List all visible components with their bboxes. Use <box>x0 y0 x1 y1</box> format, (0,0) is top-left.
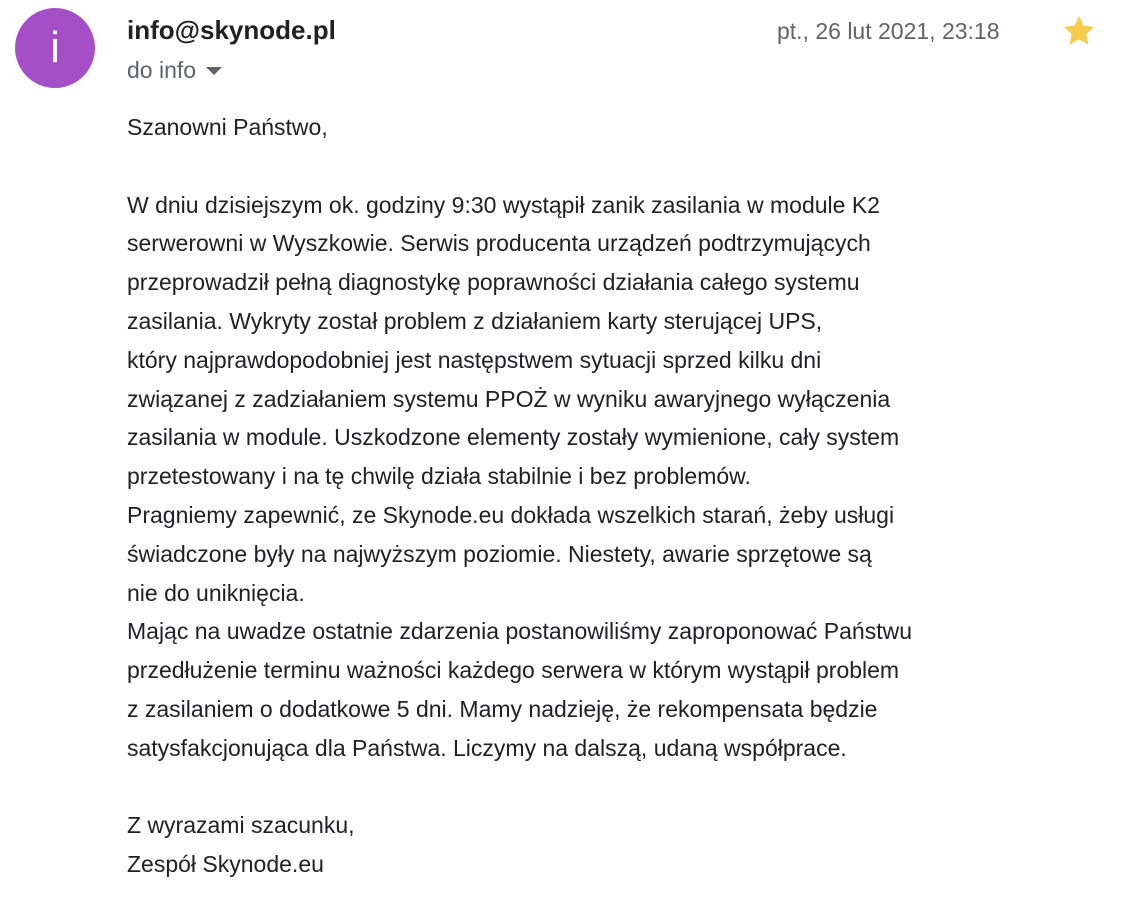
message-body <box>127 108 1087 884</box>
body-line: W dniu dzisiejszym ok. godziny 9:30 wystąpił zanik zasilania w module K2 <box>127 191 880 218</box>
body-line: związanej z zadziałaniem systemu PPOŻ w wyniku awaryjnego wyłączenia <box>127 385 891 412</box>
body-line: który najprawdopodobniej jest następstwem sytuacji sprzed kilku dni <box>127 346 822 373</box>
greeting: Szanowni Państwo, <box>127 114 328 140</box>
sender-avatar[interactable]: i <box>15 8 95 88</box>
body-line: Pragniemy zapewnić, ze Skynode.eu dokłada wszelkich starań, żeby usługi <box>127 501 895 528</box>
body-line: Mając na uwadze ostatnie zdarzenia postanowiliśmy zaproponować Państwu <box>127 618 912 645</box>
chevron-down-icon[interactable] <box>206 67 222 75</box>
body-line: świadczone były na najwyższym poziomie. Niestety, awarie sprzętowe są <box>127 540 872 567</box>
signature: Zespół Skynode.eu <box>127 851 324 878</box>
body-line: satysfakcjonująca dla Państwa. Liczymy na dalszą, udaną współprace. <box>127 734 847 761</box>
recipient-details-toggle[interactable] <box>127 55 222 85</box>
body-line: serwerowni w Wyszkowie. Serwis producenta urządzeń podtrzymujących <box>127 230 871 257</box>
body-line: przeprowadził pełną diagnostykę poprawności działania całego systemu <box>127 269 860 296</box>
body-line: nie do uniknięcia. <box>127 579 305 606</box>
body-line: przedłużenie terminu ważności każdego serwera w którym wystąpił problem <box>127 657 900 684</box>
body-line: zasilania. Wykryty został problem z działaniem karty sterującej UPS, <box>127 307 823 334</box>
sender-email[interactable]: info@skynode.pl <box>127 15 336 45</box>
paragraph-2 <box>127 496 1087 612</box>
body-line: przetestowany i na tę chwilę działa stabilnie i bez problemów. <box>127 463 751 490</box>
star-icon[interactable] <box>1060 12 1098 50</box>
body-line: zasilania w module. Uszkodzone elementy zostały wymienione, cały system <box>127 424 900 451</box>
message-date: pt., 26 lut 2021, 23:18 <box>777 18 1000 44</box>
paragraph-3 <box>127 612 1087 767</box>
recipient-label: do info <box>127 57 197 83</box>
paragraph-1 <box>127 186 1087 496</box>
body-line: z zasilaniem o dodatkowe 5 dni. Mamy nadzieję, że rekompensata będzie <box>127 695 878 722</box>
closing: Z wyrazami szacunku, <box>127 812 355 839</box>
